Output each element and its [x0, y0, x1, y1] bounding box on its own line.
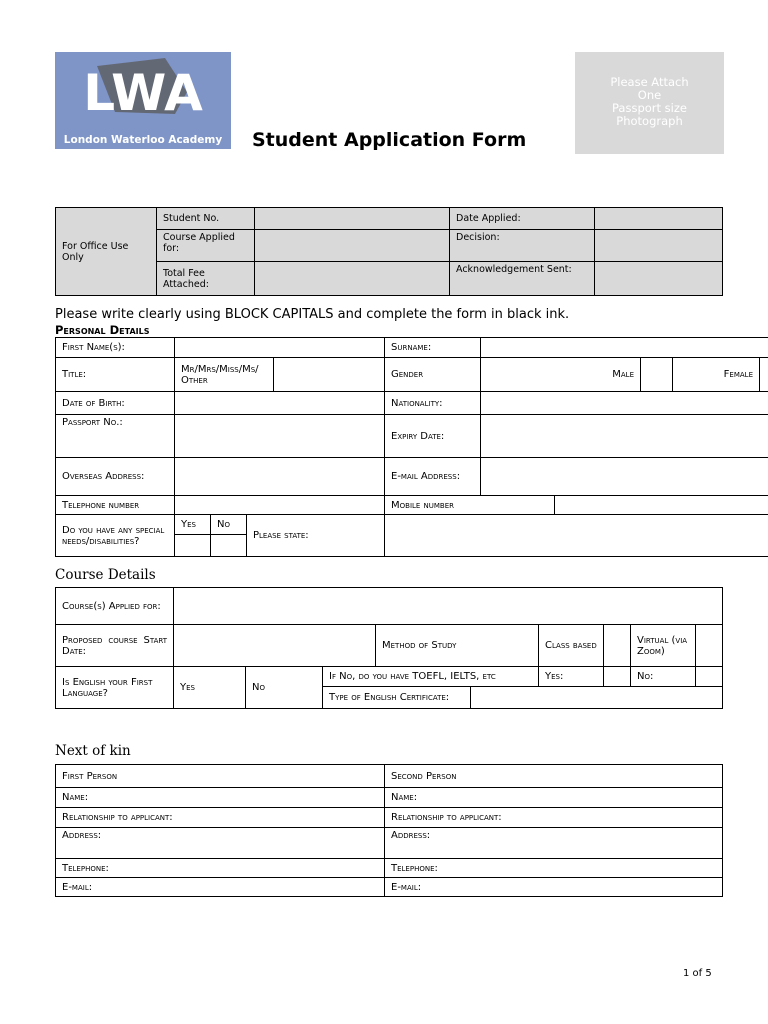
kin2-telephone-field[interactable]: Telephone:: [385, 859, 723, 878]
please-state-field[interactable]: [385, 515, 768, 557]
cert-yes-checkbox[interactable]: [604, 667, 631, 687]
kin1-telephone-field[interactable]: Telephone:: [56, 859, 385, 878]
page-title: Student Application Form: [252, 129, 527, 151]
title-options: Mr/Mrs/Miss/Ms/ Other: [175, 358, 274, 392]
male-checkbox[interactable]: [641, 358, 673, 392]
special-needs-yes-label: Yes: [175, 515, 211, 535]
second-person-label: Second Person: [385, 765, 723, 788]
special-needs-no-label: No: [211, 515, 247, 535]
special-needs-no-checkbox[interactable]: [211, 535, 247, 557]
title-label: Title:: [56, 358, 175, 392]
logo-name: London Waterloo Academy: [63, 134, 223, 146]
cert-yes-label: Yes:: [539, 667, 604, 687]
decision-field[interactable]: [595, 230, 723, 262]
courses-applied-field[interactable]: [174, 588, 723, 625]
course-details-heading: Course Details: [55, 567, 156, 583]
kin2-name-field[interactable]: Name:: [385, 788, 723, 808]
cert-no-label: No:: [631, 667, 696, 687]
total-fee-label: Total Fee Attached:: [157, 262, 255, 296]
cert-type-field[interactable]: [471, 687, 723, 709]
next-of-kin-table: [55, 764, 723, 897]
female-checkbox[interactable]: [760, 358, 768, 392]
special-needs-label: Do you have any special needs/disabilities?: [56, 515, 175, 557]
nationality-field[interactable]: [481, 392, 768, 415]
telephone-label: Telephone number: [56, 496, 175, 515]
dob-field[interactable]: [175, 392, 385, 415]
student-no-field[interactable]: [255, 208, 450, 230]
logo-letters: LWA: [83, 64, 203, 122]
special-needs-yes-checkbox[interactable]: [175, 535, 211, 557]
dob-label: Date of Birth:: [56, 392, 175, 415]
first-person-label: First Person: [56, 765, 385, 788]
page-number: 1 of 5: [683, 968, 712, 979]
telephone-field[interactable]: [175, 496, 385, 515]
office-label: For Office Use Only: [56, 208, 157, 296]
office-use-table: [55, 207, 723, 296]
email-field[interactable]: [481, 458, 768, 496]
title-field[interactable]: [274, 358, 385, 392]
class-based-checkbox[interactable]: [604, 625, 631, 667]
kin1-name-field[interactable]: Name:: [56, 788, 385, 808]
virtual-checkbox[interactable]: [696, 625, 723, 667]
photo-line: Passport size: [612, 101, 687, 115]
student-no-label: Student No.: [157, 208, 255, 230]
kin2-email-field[interactable]: E-mail:: [385, 878, 723, 897]
kin2-address-field[interactable]: Address:: [385, 828, 723, 859]
photo-line: Please Attach: [610, 75, 689, 89]
female-label: Female: [673, 358, 760, 392]
virtual-label: Virtual (via Zoom): [631, 625, 696, 667]
cert-type-label: Type of English Certificate:: [323, 687, 471, 709]
course-applied-field[interactable]: [255, 230, 450, 262]
method-label: Method of Study: [376, 625, 539, 667]
instruction-text: Please write clearly using BLOCK CAPITALS and complete the form in black ink.: [55, 307, 570, 322]
ack-sent-label: Acknowledgement Sent:: [450, 262, 595, 296]
gender-label: Gender: [385, 358, 481, 392]
course-applied-label: Course Applied for:: [157, 230, 255, 262]
cert-no-checkbox[interactable]: [696, 667, 723, 687]
english-no-label: No: [246, 667, 323, 709]
logo-mark-icon: [55, 52, 231, 128]
total-fee-field[interactable]: [255, 262, 450, 296]
ack-sent-field[interactable]: [595, 262, 723, 296]
start-date-label: Proposed course Start Date:: [56, 625, 174, 667]
photo-line: Photograph: [616, 114, 683, 128]
photo-placeholder: [575, 52, 724, 154]
expiry-field[interactable]: [481, 415, 768, 458]
class-based-label: Class based: [539, 625, 604, 667]
passport-label: Passport No.:: [56, 415, 175, 458]
male-label: Male: [481, 358, 641, 392]
english-first-label: Is English your First Language?: [56, 667, 174, 709]
please-state-label: Please state:: [247, 515, 385, 557]
surname-field[interactable]: [481, 338, 768, 358]
courses-applied-label: Course(s) Applied for:: [56, 588, 174, 625]
expiry-label: Expiry Date:: [385, 415, 481, 458]
surname-label: Surname:: [385, 338, 481, 358]
kin1-address-field[interactable]: Address:: [56, 828, 385, 859]
photo-line: One: [637, 88, 662, 102]
decision-label: Decision:: [450, 230, 595, 262]
personal-details-heading: Personal Details: [55, 323, 150, 337]
date-applied-field[interactable]: [595, 208, 723, 230]
overseas-address-field[interactable]: [175, 458, 385, 496]
english-yes-label: Yes: [174, 667, 246, 709]
kin1-email-field[interactable]: E-mail:: [56, 878, 385, 897]
mobile-field[interactable]: [555, 496, 768, 515]
first-names-label: First Name(s):: [56, 338, 175, 358]
start-date-field[interactable]: [174, 625, 376, 667]
first-names-field[interactable]: [175, 338, 385, 358]
passport-field[interactable]: [175, 415, 385, 458]
if-no-label: If No, do you have TOEFL, IELTS, etc: [323, 667, 539, 687]
next-of-kin-heading: Next of kin: [55, 743, 131, 759]
academy-logo: [55, 52, 231, 149]
kin2-relationship-field[interactable]: Relationship to applicant:: [385, 808, 723, 828]
date-applied-label: Date Applied:: [450, 208, 595, 230]
kin1-relationship-field[interactable]: Relationship to applicant:: [56, 808, 385, 828]
mobile-label: Mobile number: [385, 496, 555, 515]
overseas-address-label: Overseas Address:: [56, 458, 175, 496]
personal-details-table: [55, 337, 768, 557]
course-details-table: [55, 587, 723, 709]
nationality-label: Nationality:: [385, 392, 481, 415]
email-label: E-mail Address:: [385, 458, 481, 496]
